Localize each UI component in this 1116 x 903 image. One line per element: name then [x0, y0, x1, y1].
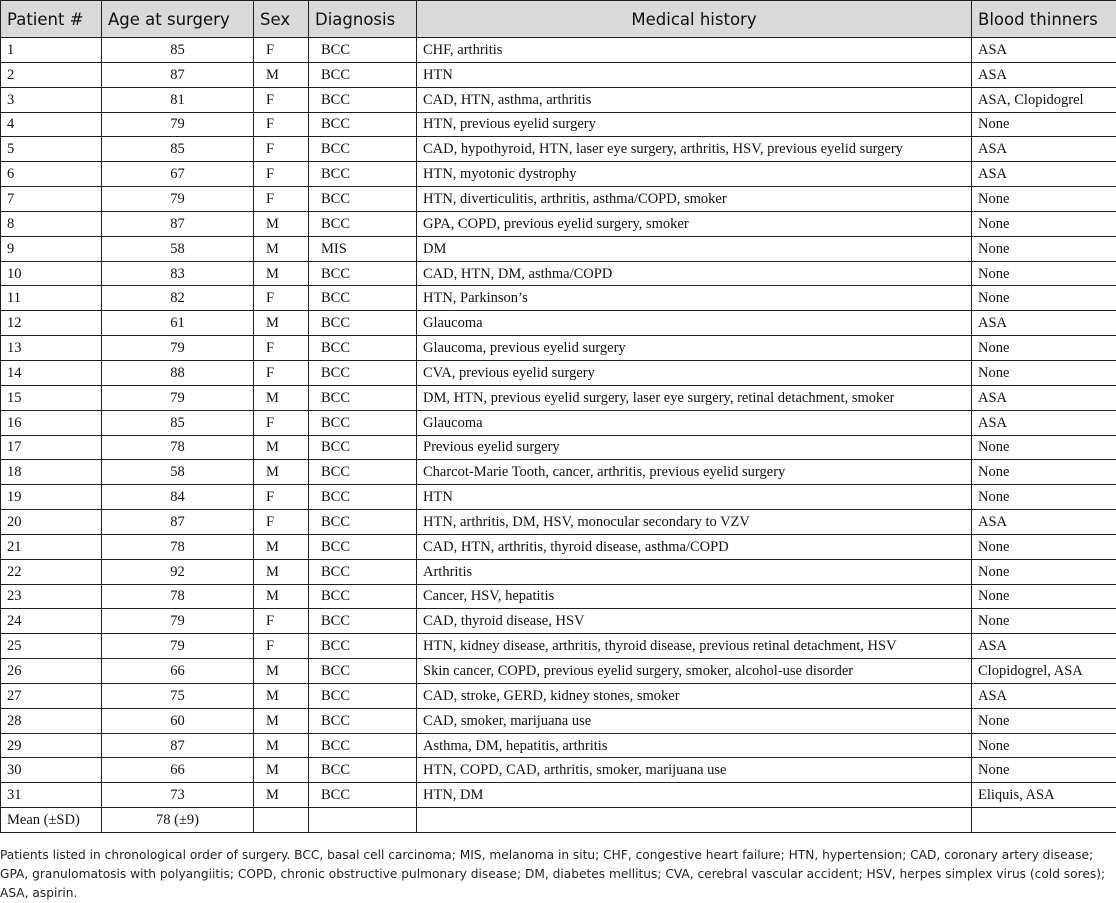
blood-thinners-cell: ASA	[972, 510, 1116, 535]
sex-cell: M	[254, 659, 309, 684]
age-cell: 82	[102, 286, 254, 311]
diagnosis-cell: BCC	[309, 634, 417, 659]
table-body	[1, 38, 1116, 833]
sex-cell: M	[254, 62, 309, 87]
header-blood-thinners: Blood thinners	[972, 1, 1116, 38]
medical-history-cell: HTN, diverticulitis, arthritis, asthma/COPD, smoker	[417, 187, 972, 212]
sex-cell: M	[254, 559, 309, 584]
medical-history-cell: DM, HTN, previous eyelid surgery, laser eye surgery, retinal detachment, smoker	[417, 385, 972, 410]
table-row	[1, 261, 1116, 286]
blood-thinners-cell: None	[972, 708, 1116, 733]
age-cell: 87	[102, 510, 254, 535]
table-row	[1, 659, 1116, 684]
patient-number-cell: 12	[1, 311, 102, 336]
sex-cell: F	[254, 360, 309, 385]
blood-thinners-cell: ASA	[972, 62, 1116, 87]
diagnosis-cell: BCC	[309, 510, 417, 535]
table-row	[1, 336, 1116, 361]
table-row	[1, 683, 1116, 708]
blood-thinners-cell: None	[972, 112, 1116, 137]
age-cell: 58	[102, 460, 254, 485]
blood-thinners-cell: ASA	[972, 683, 1116, 708]
table-row	[1, 708, 1116, 733]
patient-number-cell: 26	[1, 659, 102, 684]
medical-history-cell: CAD, HTN, DM, asthma/COPD	[417, 261, 972, 286]
header-diagnosis: Diagnosis	[309, 1, 417, 38]
sex-cell	[254, 808, 309, 833]
medical-history-cell: Previous eyelid surgery	[417, 435, 972, 460]
blood-thinners-cell: ASA	[972, 634, 1116, 659]
sex-cell: M	[254, 311, 309, 336]
blood-thinners-cell: Clopidogrel, ASA	[972, 659, 1116, 684]
header-patient-number: Patient #	[1, 1, 102, 38]
table-row	[1, 187, 1116, 212]
diagnosis-cell: BCC	[309, 534, 417, 559]
patient-number-cell: 18	[1, 460, 102, 485]
medical-history-cell: CVA, previous eyelid surgery	[417, 360, 972, 385]
patient-number-cell: 2	[1, 62, 102, 87]
age-cell: 60	[102, 708, 254, 733]
sex-cell: F	[254, 112, 309, 137]
table-row	[1, 236, 1116, 261]
diagnosis-cell: BCC	[309, 385, 417, 410]
blood-thinners-cell: None	[972, 261, 1116, 286]
medical-history-cell: CHF, arthritis	[417, 38, 972, 63]
patient-number-cell: 31	[1, 783, 102, 808]
blood-thinners-cell: None	[972, 435, 1116, 460]
medical-history-cell: CAD, stroke, GERD, kidney stones, smoker	[417, 683, 972, 708]
sex-cell: F	[254, 38, 309, 63]
table-row	[1, 510, 1116, 535]
patient-number-cell: 11	[1, 286, 102, 311]
diagnosis-cell: BCC	[309, 683, 417, 708]
sex-cell: M	[254, 708, 309, 733]
table-row	[1, 62, 1116, 87]
blood-thinners-cell: None	[972, 485, 1116, 510]
table-row	[1, 584, 1116, 609]
medical-history-cell: Glaucoma, previous eyelid surgery	[417, 336, 972, 361]
medical-history-cell: CAD, hypothyroid, HTN, laser eye surgery, arthritis, HSV, previous eyelid surgery	[417, 137, 972, 162]
age-cell: 67	[102, 162, 254, 187]
blood-thinners-cell: None	[972, 360, 1116, 385]
table-row	[1, 559, 1116, 584]
table-row	[1, 435, 1116, 460]
age-cell: 85	[102, 137, 254, 162]
diagnosis-cell: BCC	[309, 559, 417, 584]
sex-cell: F	[254, 336, 309, 361]
patient-number-cell: 3	[1, 87, 102, 112]
diagnosis-cell: BCC	[309, 758, 417, 783]
blood-thinners-cell: Eliquis, ASA	[972, 783, 1116, 808]
diagnosis-cell: BCC	[309, 783, 417, 808]
medical-history-cell: Cancer, HSV, hepatitis	[417, 584, 972, 609]
diagnosis-cell: BCC	[309, 360, 417, 385]
sex-cell: F	[254, 187, 309, 212]
table-row	[1, 733, 1116, 758]
sex-cell: M	[254, 435, 309, 460]
blood-thinners-cell: None	[972, 559, 1116, 584]
diagnosis-cell: BCC	[309, 311, 417, 336]
diagnosis-cell: BCC	[309, 162, 417, 187]
diagnosis-cell: BCC	[309, 708, 417, 733]
diagnosis-cell	[309, 808, 417, 833]
table-row	[1, 609, 1116, 634]
blood-thinners-cell: ASA	[972, 38, 1116, 63]
age-cell: 73	[102, 783, 254, 808]
age-cell: 78	[102, 584, 254, 609]
medical-history-cell: HTN, COPD, CAD, arthritis, smoker, marijuana use	[417, 758, 972, 783]
diagnosis-cell: BCC	[309, 62, 417, 87]
age-cell: 78	[102, 435, 254, 460]
diagnosis-cell: BCC	[309, 609, 417, 634]
medical-history-cell: HTN	[417, 62, 972, 87]
age-cell: 66	[102, 758, 254, 783]
diagnosis-cell: BCC	[309, 137, 417, 162]
header-age-at-surgery: Age at surgery	[102, 1, 254, 38]
age-cell: 87	[102, 733, 254, 758]
patient-number-cell: 5	[1, 137, 102, 162]
table-row	[1, 410, 1116, 435]
blood-thinners-cell: ASA	[972, 137, 1116, 162]
sex-cell: F	[254, 410, 309, 435]
patient-number-cell: 7	[1, 187, 102, 212]
age-cell: 79	[102, 187, 254, 212]
diagnosis-cell: BCC	[309, 261, 417, 286]
table-row	[1, 211, 1116, 236]
table-row	[1, 162, 1116, 187]
patient-number-cell: 30	[1, 758, 102, 783]
medical-history-cell: Asthma, DM, hepatitis, arthritis	[417, 733, 972, 758]
age-cell: 87	[102, 211, 254, 236]
patient-number-cell: 20	[1, 510, 102, 535]
sex-cell: F	[254, 510, 309, 535]
diagnosis-cell: BCC	[309, 112, 417, 137]
blood-thinners-cell: None	[972, 758, 1116, 783]
sex-cell: F	[254, 137, 309, 162]
table-row	[1, 112, 1116, 137]
medical-history-cell: HTN, arthritis, DM, HSV, monocular secondary to VZV	[417, 510, 972, 535]
diagnosis-cell: MIS	[309, 236, 417, 261]
age-cell: 81	[102, 87, 254, 112]
sex-cell: M	[254, 758, 309, 783]
sex-cell: F	[254, 162, 309, 187]
age-cell: 78	[102, 534, 254, 559]
medical-history-cell: CAD, HTN, arthritis, thyroid disease, asthma/COPD	[417, 534, 972, 559]
blood-thinners-cell: ASA, Clopidogrel	[972, 87, 1116, 112]
age-cell: 79	[102, 609, 254, 634]
medical-history-cell: CAD, thyroid disease, HSV	[417, 609, 972, 634]
diagnosis-cell: BCC	[309, 87, 417, 112]
header-sex: Sex	[254, 1, 309, 38]
sex-cell: M	[254, 584, 309, 609]
medical-history-cell: CAD, smoker, marijuana use	[417, 708, 972, 733]
sex-cell: M	[254, 683, 309, 708]
medical-history-cell: CAD, HTN, asthma, arthritis	[417, 87, 972, 112]
diagnosis-cell: BCC	[309, 435, 417, 460]
patient-number-cell: 8	[1, 211, 102, 236]
blood-thinners-cell: None	[972, 286, 1116, 311]
age-cell: 79	[102, 385, 254, 410]
table-row	[1, 311, 1116, 336]
age-cell: 61	[102, 311, 254, 336]
sex-cell: M	[254, 385, 309, 410]
diagnosis-cell: BCC	[309, 336, 417, 361]
medical-history-cell: HTN, myotonic dystrophy	[417, 162, 972, 187]
blood-thinners-cell: ASA	[972, 410, 1116, 435]
table-row	[1, 758, 1116, 783]
age-cell: 79	[102, 634, 254, 659]
summary-row	[1, 808, 1116, 833]
table-row	[1, 385, 1116, 410]
medical-history-cell: GPA, COPD, previous eyelid surgery, smoker	[417, 211, 972, 236]
patient-number-cell: 17	[1, 435, 102, 460]
patient-number-cell: 4	[1, 112, 102, 137]
diagnosis-cell: BCC	[309, 659, 417, 684]
blood-thinners-cell: None	[972, 187, 1116, 212]
blood-thinners-cell: None	[972, 236, 1116, 261]
patient-number-cell: 28	[1, 708, 102, 733]
table-caption: Patients listed in chronological order of surgery. BCC, basal cell carcinoma; MIS, melanoma in situ; CHF, congestive heart failure; HTN, hypertension; CAD, coronary artery disease; GPA, granulomatosis with polyangiitis; COPD, chronic obstructive pulmonary disease; DM, diabetes mellitus; CVA, cerebral vascular accident; HSV, herpes simplex virus (cold sores); ASA, aspirin.	[0, 846, 1110, 903]
blood-thinners-cell: None	[972, 733, 1116, 758]
header-row	[1, 1, 1116, 38]
age-cell: 75	[102, 683, 254, 708]
medical-history-cell: HTN, Parkinson’s	[417, 286, 972, 311]
patient-number-cell: 22	[1, 559, 102, 584]
sex-cell: F	[254, 485, 309, 510]
medical-history-cell: Skin cancer, COPD, previous eyelid surgery, smoker, alcohol-use disorder	[417, 659, 972, 684]
blood-thinners-cell: ASA	[972, 385, 1116, 410]
table-row	[1, 87, 1116, 112]
sex-cell: M	[254, 783, 309, 808]
header-medical-history: Medical history	[417, 1, 972, 38]
age-cell: 85	[102, 410, 254, 435]
age-cell: 85	[102, 38, 254, 63]
sex-cell: M	[254, 211, 309, 236]
age-cell: 58	[102, 236, 254, 261]
patient-number-cell: 24	[1, 609, 102, 634]
diagnosis-cell: BCC	[309, 460, 417, 485]
age-cell: 78 (±9)	[102, 808, 254, 833]
diagnosis-cell: BCC	[309, 584, 417, 609]
blood-thinners-cell: None	[972, 460, 1116, 485]
blood-thinners-cell: ASA	[972, 311, 1116, 336]
age-cell: 87	[102, 62, 254, 87]
age-cell: 88	[102, 360, 254, 385]
diagnosis-cell: BCC	[309, 38, 417, 63]
patient-number-cell: 25	[1, 634, 102, 659]
age-cell: 83	[102, 261, 254, 286]
sex-cell: M	[254, 261, 309, 286]
sex-cell: F	[254, 609, 309, 634]
table-row	[1, 137, 1116, 162]
table-row	[1, 286, 1116, 311]
patient-number-cell: 27	[1, 683, 102, 708]
sex-cell: F	[254, 634, 309, 659]
patient-number-cell: 15	[1, 385, 102, 410]
sex-cell: F	[254, 87, 309, 112]
blood-thinners-cell: None	[972, 336, 1116, 361]
patient-number-cell: 14	[1, 360, 102, 385]
sex-cell: F	[254, 286, 309, 311]
blood-thinners-cell	[972, 808, 1116, 833]
blood-thinners-cell: ASA	[972, 162, 1116, 187]
medical-history-cell: HTN	[417, 485, 972, 510]
medical-history-cell: Arthritis	[417, 559, 972, 584]
table-row	[1, 485, 1116, 510]
blood-thinners-cell: None	[972, 534, 1116, 559]
diagnosis-cell: BCC	[309, 187, 417, 212]
age-cell: 79	[102, 336, 254, 361]
medical-history-cell: Glaucoma	[417, 311, 972, 336]
sex-cell: M	[254, 236, 309, 261]
age-cell: 66	[102, 659, 254, 684]
diagnosis-cell: BCC	[309, 485, 417, 510]
diagnosis-cell: BCC	[309, 211, 417, 236]
table-row	[1, 534, 1116, 559]
patient-number-cell: 21	[1, 534, 102, 559]
diagnosis-cell: BCC	[309, 286, 417, 311]
patient-number-cell: 16	[1, 410, 102, 435]
medical-history-cell: Glaucoma	[417, 410, 972, 435]
table-row	[1, 38, 1116, 63]
patient-number-cell: 1	[1, 38, 102, 63]
patient-number-cell: 23	[1, 584, 102, 609]
sex-cell: M	[254, 733, 309, 758]
patient-number-cell: 9	[1, 236, 102, 261]
blood-thinners-cell: None	[972, 211, 1116, 236]
blood-thinners-cell: None	[972, 609, 1116, 634]
patient-number-cell: 13	[1, 336, 102, 361]
table-row	[1, 783, 1116, 808]
medical-history-cell: DM	[417, 236, 972, 261]
patient-number-cell: 29	[1, 733, 102, 758]
table-row	[1, 460, 1116, 485]
sex-cell: M	[254, 534, 309, 559]
medical-history-cell: HTN, DM	[417, 783, 972, 808]
sex-cell: M	[254, 460, 309, 485]
medical-history-cell: HTN, previous eyelid surgery	[417, 112, 972, 137]
medical-history-cell: HTN, kidney disease, arthritis, thyroid disease, previous retinal detachment, HSV	[417, 634, 972, 659]
patient-number-cell: Mean (±SD)	[1, 808, 102, 833]
age-cell: 92	[102, 559, 254, 584]
table-row	[1, 634, 1116, 659]
table-row	[1, 360, 1116, 385]
blood-thinners-cell: None	[972, 584, 1116, 609]
medical-history-cell: Charcot-Marie Tooth, cancer, arthritis, previous eyelid surgery	[417, 460, 972, 485]
diagnosis-cell: BCC	[309, 733, 417, 758]
age-cell: 79	[102, 112, 254, 137]
patient-number-cell: 19	[1, 485, 102, 510]
patient-number-cell: 10	[1, 261, 102, 286]
age-cell: 84	[102, 485, 254, 510]
patient-number-cell: 6	[1, 162, 102, 187]
diagnosis-cell: BCC	[309, 410, 417, 435]
medical-history-cell	[417, 808, 972, 833]
